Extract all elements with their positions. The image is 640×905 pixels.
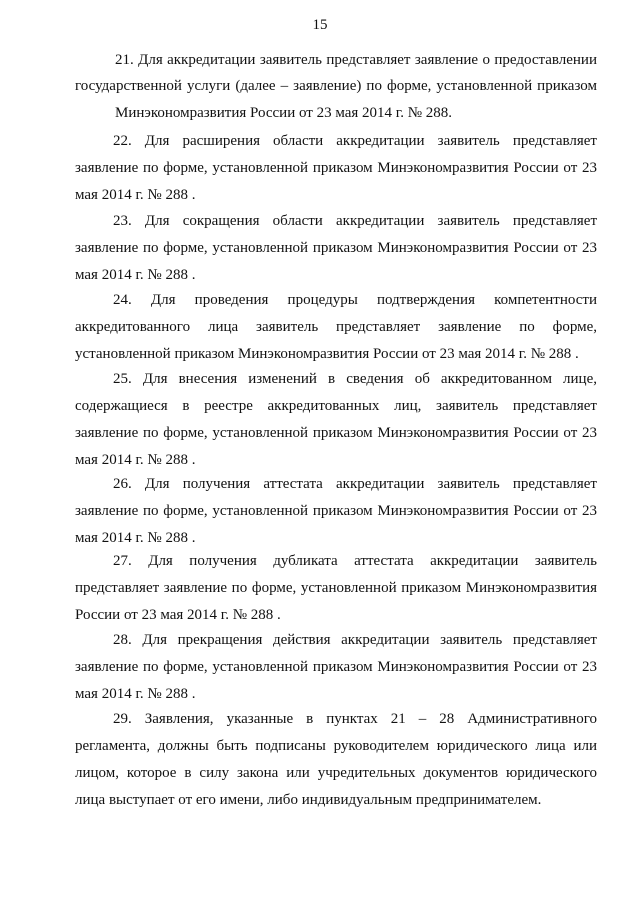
- paragraph-26: 26. Для получения аттестата аккредитации заявитель представляет заявление по форме, установленной приказом Минэкономразвития России от 23 мая 2014 г. № 288 .: [75, 476, 597, 546]
- paragraph-21-line-1: 21. Для аккредитации заявитель представляет заявление о предоставлении: [115, 52, 597, 68]
- paragraph-21-line-3: Минэкономразвития России от 23 мая 2014 г. № 288.: [115, 105, 453, 121]
- paragraph-24: 24. Для проведения процедуры подтверждения компетентности аккредитованного лица заявитель представляет заявление по форме, установленной приказом Минэкономразвития России от 23 мая 2014 г. № 288 .: [75, 292, 597, 362]
- paragraph-28: 28. Для прекращения действия аккредитации заявитель представляет заявление по форме, установленной приказом Минэкономразвития России от 23 мая 2014 г. № 288 .: [75, 632, 597, 702]
- page-number: 15: [312, 17, 328, 33]
- paragraph-21-line-2: государственной услуги (далее – заявление) по форме, установленной приказом: [75, 78, 597, 94]
- paragraph-29: 29. Заявления, указанные в пунктах 21 – 28 Административного регламента, должны быть подписаны руководителем юридического лица или лицом, которое в силу закона или учредительных документов юридического лица выступает от его имени, либо индивидуальным предпринимателем.: [75, 711, 597, 808]
- paragraph-27: 27. Для получения дубликата аттестата аккредитации заявитель представляет заявление по форме, установленной приказом Минэкономразвития России от 23 мая 2014 г. № 288 .: [75, 553, 597, 623]
- paragraph-23: 23. Для сокращения области аккредитации заявитель представляет заявление по форме, установленной приказом Минэкономразвития России от 23 мая 2014 г. № 288 .: [75, 213, 597, 283]
- paragraph-22: 22. Для расширения области аккредитации заявитель представляет заявление по форме, установленной приказом Минэкономразвития России от 23 мая 2014 г. № 288 .: [75, 133, 597, 203]
- paragraph-25: 25. Для внесения изменений в сведения об аккредитованном лице, содержащиеся в реестре аккредитованных лиц, заявитель представляет заявление по форме, установленной приказом Минэкономразвития России от 23 мая 2014 г. № 288 .: [75, 371, 597, 468]
